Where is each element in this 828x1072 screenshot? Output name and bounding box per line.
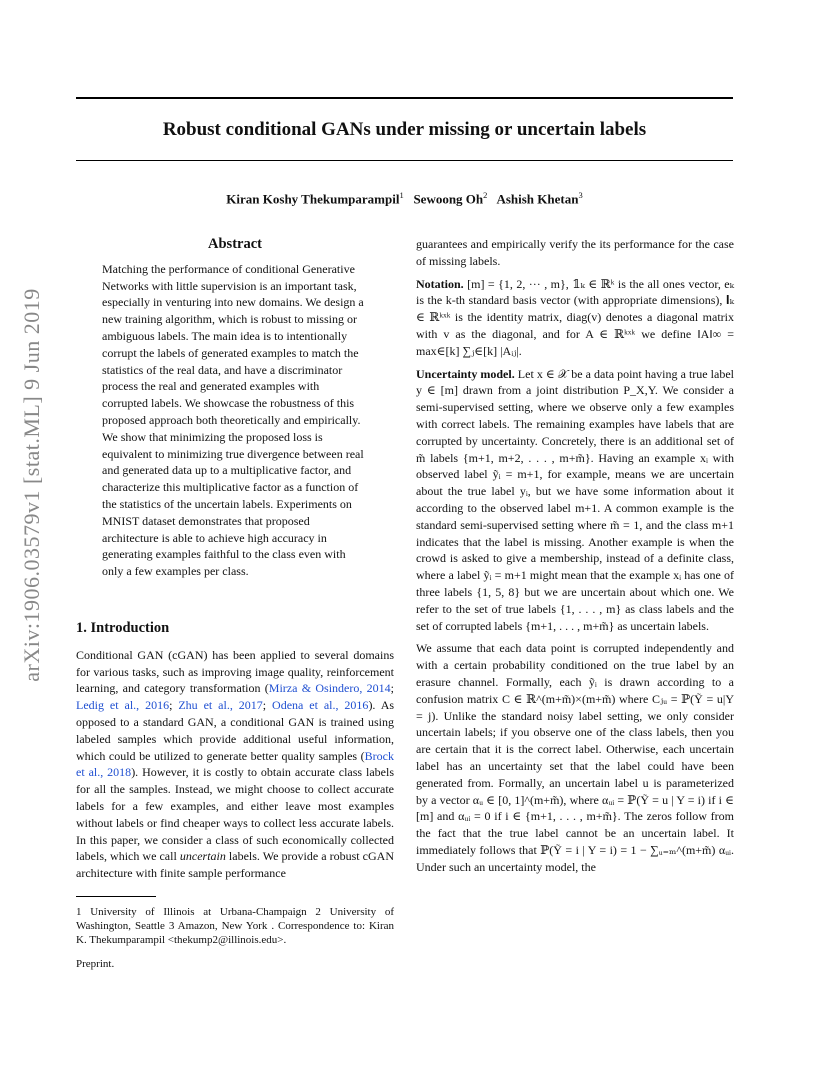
arxiv-watermark: [2, 290, 62, 680]
citation-separator: ;: [169, 698, 179, 713]
citation-link[interactable]: Mirza & Osindero, 2014: [268, 681, 391, 696]
citation-link[interactable]: Odena et al., 2016: [272, 698, 369, 713]
author-name: Sewoong Oh: [413, 191, 484, 207]
right-column: [416, 236, 734, 875]
preprint-label: Preprint.: [76, 958, 115, 970]
author-name: Kiran Koshy Thekumparampil: [226, 191, 400, 207]
continued-paragraph: guarantees and empirically verify the its performance for the case of missing labels.: [416, 237, 734, 268]
title-rule-top: [76, 97, 733, 99]
citation-link[interactable]: Ledig et al., 2016: [76, 698, 170, 713]
uncertainty-heading: Uncertainty model.: [416, 366, 515, 381]
footnote-rule: [76, 896, 156, 897]
citation-link[interactable]: Zhu et al., 2017: [178, 698, 263, 713]
paper-title: Robust conditional GANs under missing or uncertain labels: [162, 119, 647, 140]
left-column: [76, 236, 394, 882]
assumption-paragraph: We assume that each data point is corrupted independently and with a certain probability conditioned on the true label by an erasure channel. Formally, each ỹᵢ is drawn according to a confusion matrix C ∈ ℝ^(m+m̃)×(m+m̃) where Cⱼᵤ = ℙ(Ỹ = u|Y = j). Unlike the standard noisy label setting, we only consider uncertain labels; if you observe one of the class labels, then you are certain that it is the correct label. Otherwise, each uncertain label has an uncertainty set that the label could have been generated from. Formally, an uncertain label u is parameterized by a vector αᵤ ∈ [0, 1]^(m+m̃), where αᵤᵢ = ℙ(Ỹ = u | Y = i) if i ∈ [m] and αᵤᵢ = 0 if i ∈ {m+1, . . . , m+m̃}. The zeros follow from the fact that the true label cannot be an uncertain label. It immediately follows that ℙ(Ỹ = i | Y = i) = 1 − ∑ᵤ₌ₘ^(m+m̃) αᵤᵢ. Under such an uncertainty model, the: [416, 641, 734, 874]
author-affiliation-mark: 3: [578, 190, 583, 200]
footnote-area: [76, 896, 394, 947]
notation-text: [m] = {1, 2, ··· , m}, 𝟙ₖ ∈ ℝᵏ is the all ones vector, eₖ is the k-th standard basis vector (with appropriate dimensions), 𝐈ₖ ∈ ℝᵏˣᵏ is the identity matrix, diag(v) denotes a diagonal matrix with v as the diagonal, and for A ∈ ℝᵏˣᵏ we define ‖A‖∞ = max∈[k] ∑ⱼ∈[k] |Aᵢⱼ|.: [416, 276, 734, 358]
notation-heading: Notation.: [416, 276, 464, 291]
arxiv-watermark-text: arXiv:1906.03579v1 [stat.ML] 9 Jun 2019: [19, 288, 44, 682]
citation-link[interactable]: Brock et al., 2018: [76, 748, 394, 780]
intro-text: labels. We provide a robust cGAN architecture with finite sample performance: [76, 849, 394, 881]
author-name: Ashish Khetan: [496, 191, 579, 207]
abstract-text: Matching the performance of conditional Generative Networks with little supervision is an important task, especially in venturing into new domains. We design a new training algorithm, which is robust to missing or ambiguous labels. The main idea is to intentionally corrupt the labels of generated examples to match the statistics of the real data, and have a discriminator process the real and generated examples with corrupted labels. We showcase the robustness of this proposed approach both theoretically and empirically. We show that minimizing the proposed loss is equivalent to minimizing true divergence between real and generated data up to a multiplicative factor, and characterize this multiplicative factor as a function of the statistics of the uncertain labels. Experiments on MNIST dataset demonstrates that proposed architecture is able to achieve high accuracy in generating examples faithful to the class even with only a few examples per class.: [102, 261, 364, 579]
intro-text: ). However, it is costly to obtain accurate class labels for all the samples. Instead, we might choose to collect accurate labels for a few examples, and either leave most examples without labels or find cheaper ways to collect less accurate labels. In this paper, we consider a class of such economically collected labels, which we call: [76, 765, 394, 864]
introduction-paragraph: [76, 647, 394, 882]
author-list: [76, 190, 733, 207]
introduction-heading: 1. Introduction: [76, 619, 170, 636]
uncertainty-paragraph: [416, 366, 734, 635]
intro-text: Conditional GAN (cGAN) has been applied to several domains for various tasks, such as improving image quality, reinforcement learning, and category transformation (: [76, 647, 394, 696]
notation-paragraph: [416, 276, 734, 360]
uncertainty-text: Let x ∈ 𝒳 be a data point having a true label y ∈ [m] drawn from a joint distribution P_X,Y. We consider a semi-supervised setting, where we observe only a few examples with correct labels. The remaining examples have labels that are corrupted by uncertainty. Concretely, there is an additional set of m̃ labels {m+1, m+2, . . . , m+m̃}. Having an example xᵢ with observed label ỹᵢ = m+1, for example, means we are uncertain about the true label yᵢ, but we have some information about it according to the observed label m+1. A common example is the standard semi-supervised setting where m̃ = 1, and the class m+1 indicates that the label is missing. Another example is when the crowd is asked to give a membership, instead of a definite class, where a label ỹᵢ = m+1 might mean that the example xᵢ has one of three labels {1, 5, 8} but we are uncertain about which one. We refer to the set of true labels {1, . . . , m} as class labels and the set of corrupted labels {m+1, . . . , m+m̃} as uncertain labels.: [416, 366, 734, 633]
intro-text: ). As opposed to a standard GAN, a conditional GAN is trained using labeled samples which provide additional useful information, which could be utilized to generate better quality samples (: [76, 698, 395, 763]
abstract-heading: Abstract: [208, 236, 262, 252]
title-rule-bottom: [76, 160, 733, 161]
affiliation-footnote: 1 University of Illinois at Urbana-Champaign 2 University of Washington, Seattle 3 Amazon, New York . Correspondence to: Kiran K. Thekumparampil <thekump2@illinois.edu>.: [76, 906, 394, 946]
author-affiliation-mark: 1: [399, 190, 404, 200]
intro-emphasis: uncertain: [179, 849, 226, 864]
author-affiliation-mark: 2: [483, 190, 488, 200]
citation-separator: ;: [262, 698, 273, 713]
citation-separator: ;: [390, 681, 394, 696]
